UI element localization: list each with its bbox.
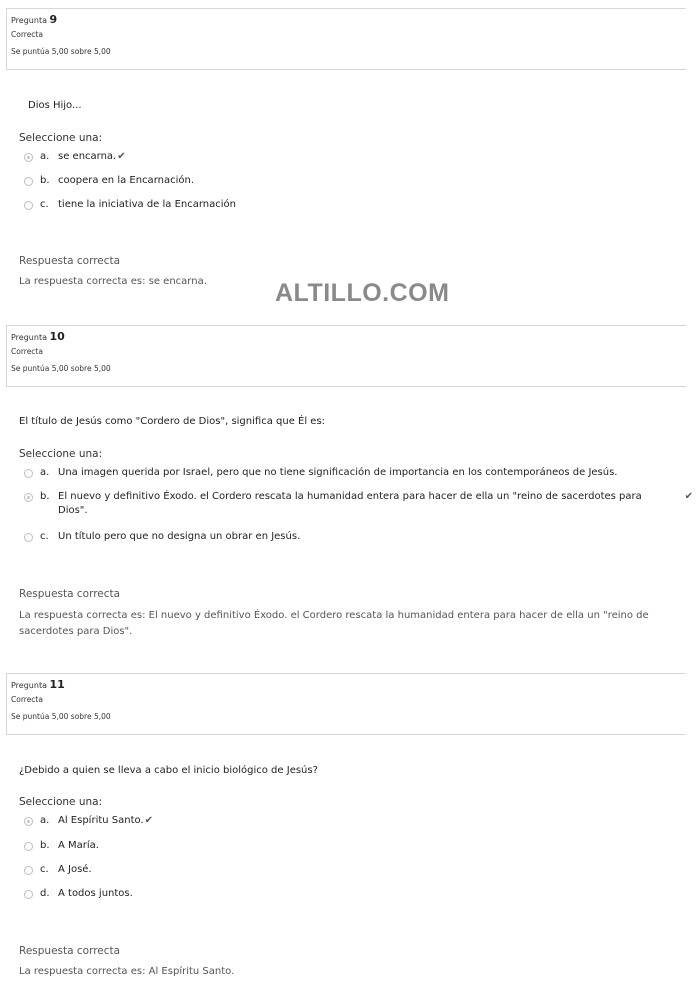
question-number-value: 9 <box>49 13 58 26</box>
question-info-10 <box>6 325 686 387</box>
question-number <box>11 13 682 27</box>
radio-button[interactable] <box>24 890 33 899</box>
answer-letter: b. <box>40 175 50 186</box>
question-grade: Se puntúa 5,00 sobre 5,00 <box>11 712 111 721</box>
answer-text: coopera en la Encarnación. <box>58 175 195 186</box>
question-grade: Se puntúa 5,00 sobre 5,00 <box>11 364 111 373</box>
question-label: Pregunta <box>11 681 47 690</box>
feedback-title: Respuesta correcta <box>19 588 121 600</box>
answer-option[interactable] <box>24 814 689 828</box>
feedback-title: Respuesta correcta <box>19 945 121 957</box>
answer-option[interactable] <box>24 490 693 518</box>
answer-letter: a. <box>40 815 50 826</box>
feedback-text: La respuesta correcta es: se encarna. <box>19 276 207 287</box>
question-grade: Se puntúa 5,00 sobre 5,00 <box>11 47 111 56</box>
answer-text: Al Espíritu Santo. <box>58 815 144 826</box>
answer-letter: b. <box>40 840 50 851</box>
question-info-9 <box>6 8 686 70</box>
answer-letter: a. <box>40 467 50 478</box>
check-icon: ✔ <box>144 815 154 826</box>
watermark: ALTILLO.COM <box>275 279 450 307</box>
question-state: Correcta <box>11 347 43 356</box>
question-state: Correcta <box>11 30 43 39</box>
question-label: Pregunta <box>11 333 47 342</box>
question-label: Pregunta <box>11 16 47 25</box>
radio-button[interactable] <box>24 469 33 478</box>
question-text: Dios Hijo... <box>28 100 82 111</box>
answer-option[interactable] <box>24 466 689 480</box>
radio-button[interactable] <box>24 817 33 826</box>
select-prompt: Seleccione una: <box>19 132 103 144</box>
answer-text: El nuevo y definitivo Éxodo. el Cordero rescata la humanidad entera para hacer de ella un "reino de sacerdotes para Dios". <box>58 491 642 516</box>
answer-option[interactable] <box>24 174 689 188</box>
answer-option[interactable] <box>24 530 689 544</box>
radio-button[interactable] <box>24 866 33 875</box>
answer-text: A José. <box>58 864 92 875</box>
answer-text: A María. <box>58 840 99 851</box>
question-number <box>11 678 682 692</box>
answer-letter: a. <box>40 151 50 162</box>
answer-text: A todos juntos. <box>58 888 133 899</box>
answer-option[interactable] <box>24 887 689 901</box>
feedback-text: La respuesta correcta es: Al Espíritu Santo. <box>19 966 235 977</box>
answer-letter: c. <box>40 531 49 542</box>
answer-letter: c. <box>40 199 49 210</box>
feedback-title: Respuesta correcta <box>19 255 121 267</box>
question-info-11 <box>6 673 686 735</box>
question-number <box>11 330 682 344</box>
radio-button[interactable] <box>24 177 33 186</box>
answer-option[interactable] <box>24 839 689 853</box>
answer-text: Un título pero que no designa un obrar en Jesús. <box>58 531 301 542</box>
question-text: El título de Jesús como "Cordero de Dios", significa que Él es: <box>19 416 326 427</box>
select-prompt: Seleccione una: <box>19 796 103 808</box>
radio-button[interactable] <box>24 533 33 542</box>
answer-text: se encarna. <box>58 151 117 162</box>
select-prompt: Seleccione una: <box>19 448 103 460</box>
answer-text: Una imagen querida por Israel, pero que no tiene significación de importancia en los contemporáneos de Jesús. <box>58 467 618 478</box>
answer-letter: b. <box>40 491 50 502</box>
check-icon: ✔ <box>684 491 693 502</box>
question-text: ¿Debido a quien se lleva a cabo el inicio biológico de Jesús? <box>19 765 318 776</box>
check-icon: ✔ <box>117 151 126 162</box>
answer-option[interactable] <box>24 150 689 164</box>
answer-option[interactable] <box>24 863 689 877</box>
radio-button[interactable] <box>24 493 33 502</box>
radio-button[interactable] <box>24 842 33 851</box>
answer-option[interactable] <box>24 198 689 212</box>
radio-button[interactable] <box>24 201 33 210</box>
answer-letter: d. <box>40 888 50 899</box>
question-number-value: 11 <box>49 678 65 691</box>
feedback-text: La respuesta correcta es: El nuevo y definitivo Éxodo. el Cordero rescata la humanidad entera para hacer de ella un "reino de sacerdotes para Dios". <box>19 610 649 637</box>
radio-button[interactable] <box>24 153 33 162</box>
question-number-value: 10 <box>49 330 65 343</box>
question-state: Correcta <box>11 695 43 704</box>
answer-text: tiene la iniciativa de la Encarnación <box>58 199 237 210</box>
answer-letter: c. <box>40 864 49 875</box>
